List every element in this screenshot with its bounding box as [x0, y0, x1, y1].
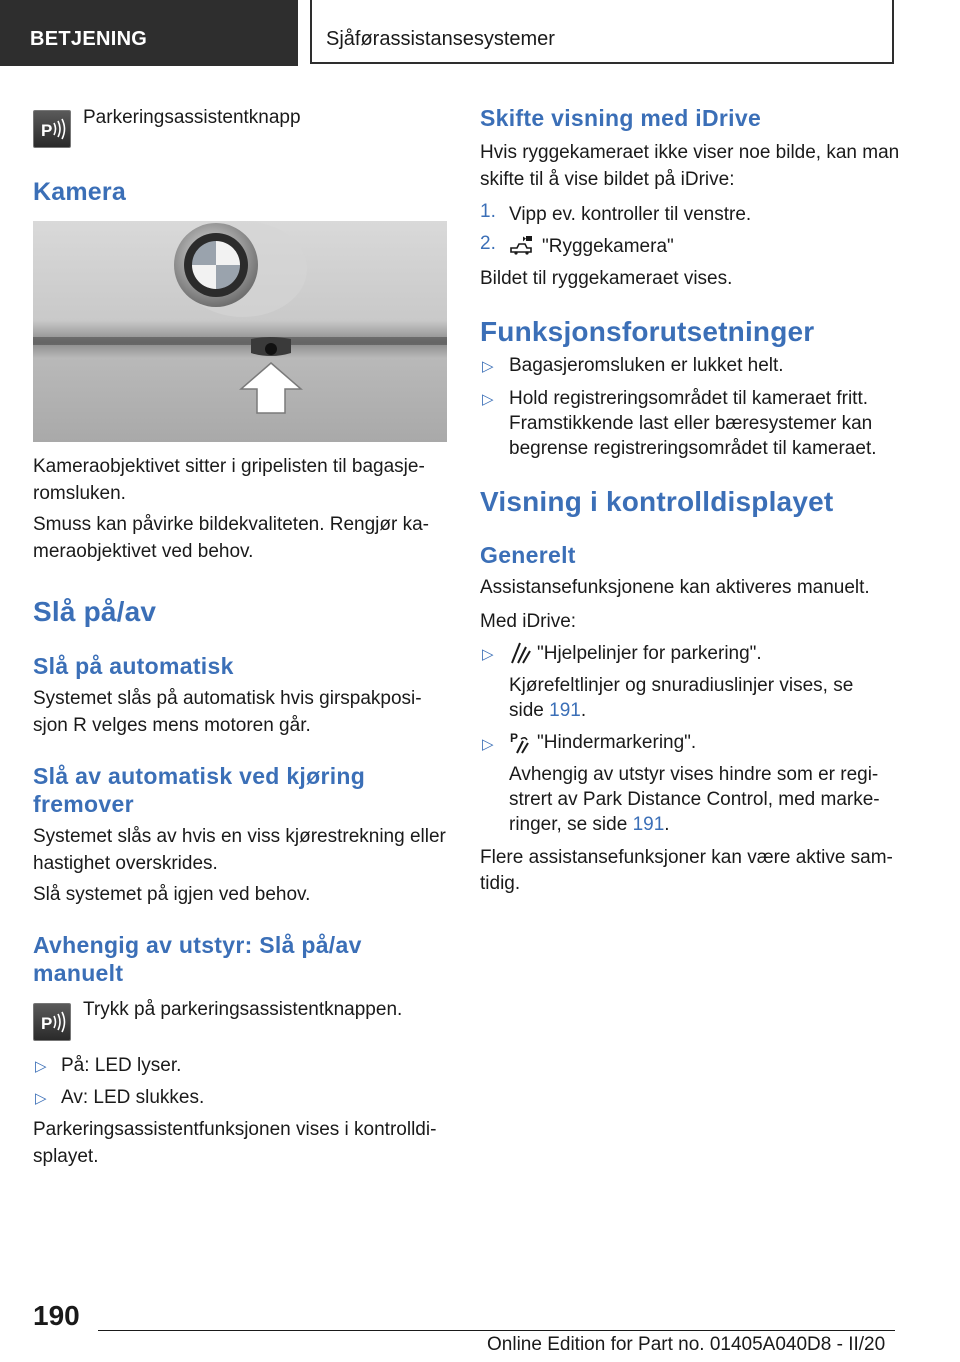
- option1-desc-prefix: side: [509, 700, 544, 721]
- manual-heading-line2: manuelt: [33, 960, 124, 986]
- parking-lines-icon: [509, 641, 531, 670]
- section-title: BETJENING: [30, 28, 148, 50]
- edition-text: Online Edition for Part no. 01405A040D8 - II/20: [487, 1334, 886, 1355]
- final-line1: Parkeringsassistentfunksjonen vises i kontrolldi-: [33, 1119, 437, 1140]
- bullet-triangle-icon: ▷: [482, 736, 494, 753]
- list-item: På: LED lyser.: [61, 1055, 182, 1076]
- option2-desc-prefix: ringer, se side: [509, 814, 628, 835]
- list-item-cont: begrense registreringsområdet til kameraet.: [509, 438, 877, 459]
- chapter-tab: [310, 0, 894, 64]
- auto-off-p2: Slå systemet på igjen ved behov.: [33, 884, 311, 905]
- auto-off-line2: hastighet overskrides.: [33, 853, 218, 874]
- option2-label: "Hindermarkering".: [537, 732, 697, 753]
- auto-off-heading-line2: fremover: [33, 791, 134, 817]
- svg-text:P: P: [41, 1014, 53, 1033]
- list-item-cont: Framstikkende last eller bæresystemer kan: [509, 413, 873, 434]
- list-item: Bagasjeromsluken er lukket helt.: [509, 355, 784, 376]
- page-link[interactable]: 191: [549, 700, 581, 721]
- camera-heading: Kamera: [33, 178, 126, 206]
- page-link[interactable]: 191: [632, 814, 665, 835]
- list-item: Av: LED slukkes.: [61, 1087, 205, 1108]
- right-final-line2: tidig.: [480, 873, 521, 894]
- general-p1: Assistansefunksjonene kan aktiveres manuelt.: [480, 577, 870, 598]
- option2-desc-line1: Avhengig av utstyr vises hindre som er regi-: [509, 764, 879, 785]
- bullet-triangle-icon: ▷: [482, 646, 494, 663]
- camera-photo: [33, 221, 447, 442]
- page-header: [0, 0, 960, 66]
- button-caption: Parkeringsassistentknapp: [83, 107, 301, 128]
- parking-assist-button-icon: [33, 1003, 71, 1041]
- step-number: 2.: [480, 233, 496, 254]
- obstacle-marking-icon: [509, 729, 531, 760]
- camera-p2-line1: Smuss kan påvirke bildekvaliteten. Rengjør ka-: [33, 514, 430, 535]
- camera-p2-line2: meraobjektivet ved behov.: [33, 541, 254, 562]
- switch-line1: Hvis ryggekameraet ikke viser noe bilde, kan man: [480, 142, 900, 163]
- option2-desc-suffix: .: [664, 814, 670, 835]
- requirements-heading: Funksjonsforutsetninger: [480, 316, 815, 347]
- auto-off-heading-line1: Slå av automatisk ved kjøring: [33, 763, 366, 789]
- switch-result: Bildet til ryggekameraet vises.: [480, 268, 733, 289]
- svg-text:P: P: [510, 731, 519, 745]
- final-line2: splayet.: [33, 1146, 99, 1167]
- svg-text:P: P: [41, 121, 53, 140]
- option1-label: "Hjelpelinjer for parkering".: [537, 643, 762, 664]
- step-number: 1.: [480, 201, 496, 222]
- rear-camera-icon: [509, 234, 535, 261]
- option1-desc-suffix: .: [580, 700, 587, 721]
- bullet-triangle-icon: ▷: [482, 391, 494, 408]
- step1-text: Vipp ev. kontroller til venstre.: [509, 204, 752, 225]
- bullet-triangle-icon: ▷: [482, 358, 494, 375]
- onoff-heading: Slå på/av: [33, 596, 157, 627]
- manual-caption: Trykk på parkeringsassistentknappen.: [83, 999, 403, 1020]
- list-item: Hold registreringsområdet til kameraet fritt.: [509, 388, 869, 409]
- auto-on-heading: Slå på automatisk: [33, 653, 234, 679]
- option1-desc-line1: Kjørefeltlinjer og snuradiuslinjer vises, se: [509, 675, 854, 696]
- auto-on-line1: Systemet slås på automatisk hvis girspakposi-: [33, 688, 422, 709]
- bullet-triangle-icon: ▷: [35, 1090, 47, 1107]
- general-p2: Med iDrive:: [480, 611, 577, 632]
- bullet-triangle-icon: ▷: [35, 1058, 47, 1075]
- camera-p1-line2: romsluken.: [33, 483, 126, 504]
- footer-divider: [98, 1330, 895, 1331]
- right-final-line1: Flere assistansefunksjoner kan være aktive sam-: [480, 847, 893, 868]
- option1-desc-line2: [509, 697, 586, 724]
- option2-desc-line3: [509, 811, 670, 838]
- page-number: 190: [33, 1300, 80, 1331]
- section-tab: [0, 0, 298, 66]
- chapter-title: Sjåførassistansesystemer: [326, 28, 555, 50]
- parking-assist-button-icon: [33, 110, 71, 148]
- switch-line2: skifte til å vise bildet på iDrive:: [480, 169, 735, 190]
- step2-text: "Ryggekamera": [542, 236, 674, 257]
- camera-p1-line1: Kameraobjektivet sitter i gripelisten til bagasje-: [33, 456, 425, 477]
- switch-heading: Skifte visning med iDrive: [480, 105, 762, 131]
- manual-heading-line1: Avhengig av utstyr: Slå på/av: [33, 932, 362, 958]
- auto-on-line2: sjon R velges mens motoren går.: [33, 715, 311, 736]
- general-heading: Generelt: [480, 542, 576, 568]
- display-heading: Visning i kontrolldisplayet: [480, 486, 834, 517]
- option2-desc-line2: strert av Park Distance Control, med marke-: [509, 789, 880, 810]
- auto-off-line1: Systemet slås av hvis en viss kjørestrekning eller: [33, 826, 446, 847]
